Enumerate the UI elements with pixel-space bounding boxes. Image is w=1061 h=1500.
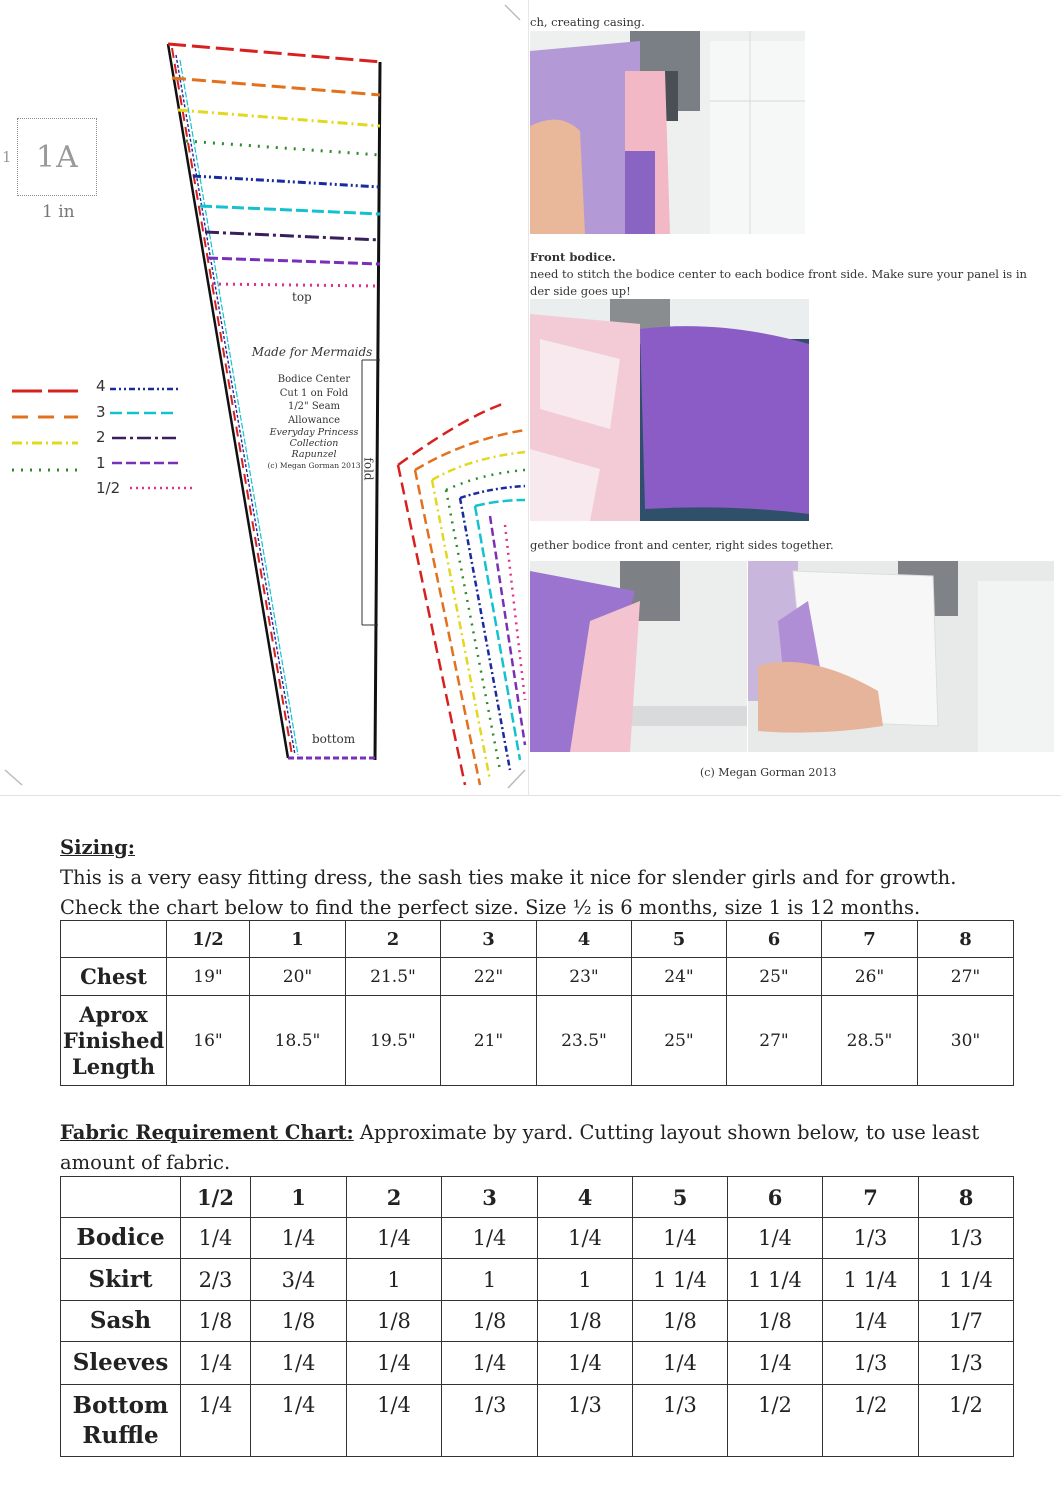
row-label: Chest [61,958,167,996]
row-label: Sash [61,1301,181,1342]
value-cell: 19" [167,958,250,996]
value-cell: 1/8 [251,1301,347,1342]
value-cell: 2/3 [181,1259,251,1301]
corner-cell [61,1177,181,1218]
value-cell: 21" [441,996,537,1086]
size-header: 5 [632,921,727,958]
row-label: Bottom Ruffle [61,1385,181,1457]
fabric-row-ruffle [61,1385,1014,1457]
value-cell: 1/2 [919,1385,1014,1457]
size-header: 1 [251,1177,347,1218]
pattern-brand: Made for Mermaids [251,345,373,359]
value-cell: 1/4 [251,1218,347,1259]
sizing-row-chest [61,958,1014,996]
step2-title: Front bodice. [530,250,616,264]
value-cell: 1/4 [538,1218,633,1259]
sizing-heading: Sizing: [60,836,135,859]
size-header: 4 [538,1177,633,1218]
legend-size-3: 3 [96,403,106,421]
value-cell: 24" [632,958,727,996]
fabric-row-bodice [61,1218,1014,1259]
size-header: 3 [441,921,537,958]
value-cell: 26" [822,958,918,996]
sizing-section [60,833,1020,923]
size-header: 7 [823,1177,919,1218]
size-header: 7 [822,921,918,958]
value-cell: 1/3 [442,1385,538,1457]
value-cell: 1/4 [633,1218,728,1259]
fabric-table [60,1176,1014,1457]
photo-pinning-front [530,561,747,752]
size-header: 1 [250,921,346,958]
value-cell: 1/4 [251,1342,347,1385]
value-cell: 1/3 [633,1385,728,1457]
value-cell: 1/7 [919,1301,1014,1342]
step1-caption: ch, creating casing. [530,15,645,29]
value-cell: 1/8 [728,1301,823,1342]
fabric-heading: Fabric Requirement Chart: [60,1121,354,1144]
value-cell: 1/4 [442,1342,538,1385]
row-label: Aprox Finished Length [61,996,167,1086]
photo-stitching-panels [748,561,1054,752]
value-cell: 1/2 [823,1385,919,1457]
value-cell: 1 [538,1259,633,1301]
scale-side-label: 1 [2,148,12,166]
value-cell: 1 1/4 [728,1259,823,1301]
pattern-bottom-label: bottom [312,732,356,746]
size-header: 2 [347,1177,442,1218]
value-cell: 1/8 [633,1301,728,1342]
piece-line: Cut 1 on Fold [279,387,349,399]
size-header: 8 [918,921,1014,958]
fabric-section [60,1118,1020,1178]
size-header: 3 [442,1177,538,1218]
pattern-piece-info [252,373,376,472]
pattern-top-label: top [292,290,312,304]
value-cell: 23.5" [537,996,632,1086]
row-label: Bodice [61,1218,181,1259]
piece-line: Allowance [287,414,341,426]
value-cell: 27" [918,958,1014,996]
value-cell: 1/3 [919,1218,1014,1259]
value-cell: 1 1/4 [919,1259,1014,1301]
value-cell: 1/4 [347,1342,442,1385]
value-cell: 25" [727,958,822,996]
legend-size-half: 1/2 [96,479,121,497]
value-cell: 25" [632,996,727,1086]
value-cell: 1/4 [538,1342,633,1385]
fabric-header-row [61,1177,1014,1218]
fabric-row-skirt [61,1259,1014,1301]
sizing-text: This is a very easy fitting dress, the sash ties make it nice for slender girls and for growth. Check the chart below to find the perfect size. Size ½ is 6 months, size 1 is 12 months. [60,866,957,919]
value-cell: 1/4 [633,1342,728,1385]
value-cell: 1/4 [442,1218,538,1259]
value-cell: 21.5" [346,958,441,996]
scale-label: 1A [36,140,79,175]
value-cell: 23" [537,958,632,996]
size-header: 6 [727,921,822,958]
row-label: Skirt [61,1259,181,1301]
photo-sewing-casing [530,31,805,234]
fabric-row-sleeves [61,1342,1014,1385]
size-header: 1/2 [181,1177,251,1218]
pattern-fold-label: fold [361,457,376,481]
piece-line: Bodice Center [277,374,351,385]
photo-front-bodice [530,299,809,521]
sizing-row-length [61,996,1014,1086]
value-cell: 1/2 [728,1385,823,1457]
piece-line: Rapunzel [291,449,337,460]
fabric-row-sash [61,1301,1014,1342]
size-header: 2 [346,921,441,958]
value-cell: 30" [918,996,1014,1086]
page-break [0,795,1061,796]
value-cell: 1/4 [181,1342,251,1385]
corner-cell [61,921,167,958]
instructions-copyright: (c) Megan Gorman 2013 [700,766,837,779]
value-cell: 1 [347,1259,442,1301]
legend-size-1: 1 [96,454,106,472]
value-cell: 16" [167,996,250,1086]
value-cell: 1/8 [181,1301,251,1342]
value-cell: 1/4 [347,1385,442,1457]
size-header: 1/2 [167,921,250,958]
value-cell: 1/3 [538,1385,633,1457]
size-header: 8 [919,1177,1014,1218]
value-cell: 1/3 [823,1342,919,1385]
panel-divider [528,0,529,795]
sizing-table [60,920,1014,1086]
step2-line1: need to stitch the bodice center to each bodice front side. Make sure your panel is in [530,267,1027,281]
piece-line: Everyday Princess Collection [269,427,359,449]
value-cell: 1/4 [728,1342,823,1385]
legend-size-4: 4 [96,377,106,395]
value-cell: 19.5" [346,996,441,1086]
step2-line2: der side goes up! [530,284,631,298]
piece-line: 1/2" Seam [287,401,341,412]
value-cell: 18.5" [250,996,346,1086]
value-cell: 1 1/4 [633,1259,728,1301]
value-cell: 22" [441,958,537,996]
value-cell: 3/4 [251,1259,347,1301]
row-label: Sleeves [61,1342,181,1385]
fabric-text: Approximate by yard. Cutting layout shown below, to use least amount of fabric. [60,1121,980,1174]
value-cell: 1/4 [823,1301,919,1342]
size-header: 4 [537,921,632,958]
value-cell: 1/3 [823,1218,919,1259]
value-cell: 27" [727,996,822,1086]
value-cell: 28.5" [822,996,918,1086]
value-cell: 1/4 [181,1218,251,1259]
step3-caption: gether bodice front and center, right sides together. [530,538,834,552]
value-cell: 1/4 [347,1218,442,1259]
value-cell: 1 1/4 [823,1259,919,1301]
value-cell: 1 [442,1259,538,1301]
sizing-header-row [61,921,1014,958]
value-cell: 20" [250,958,346,996]
value-cell: 1/3 [919,1342,1014,1385]
value-cell: 1/8 [347,1301,442,1342]
value-cell: 1/4 [728,1218,823,1259]
size-header: 6 [728,1177,823,1218]
size-header: 5 [633,1177,728,1218]
piece-line: (c) Megan Gorman 2013 [267,461,361,470]
value-cell: 1/4 [251,1385,347,1457]
value-cell: 1/4 [181,1385,251,1457]
value-cell: 1/8 [442,1301,538,1342]
value-cell: 1/8 [538,1301,633,1342]
scale-unit: 1 in [42,202,75,222]
legend-size-2: 2 [96,428,106,446]
